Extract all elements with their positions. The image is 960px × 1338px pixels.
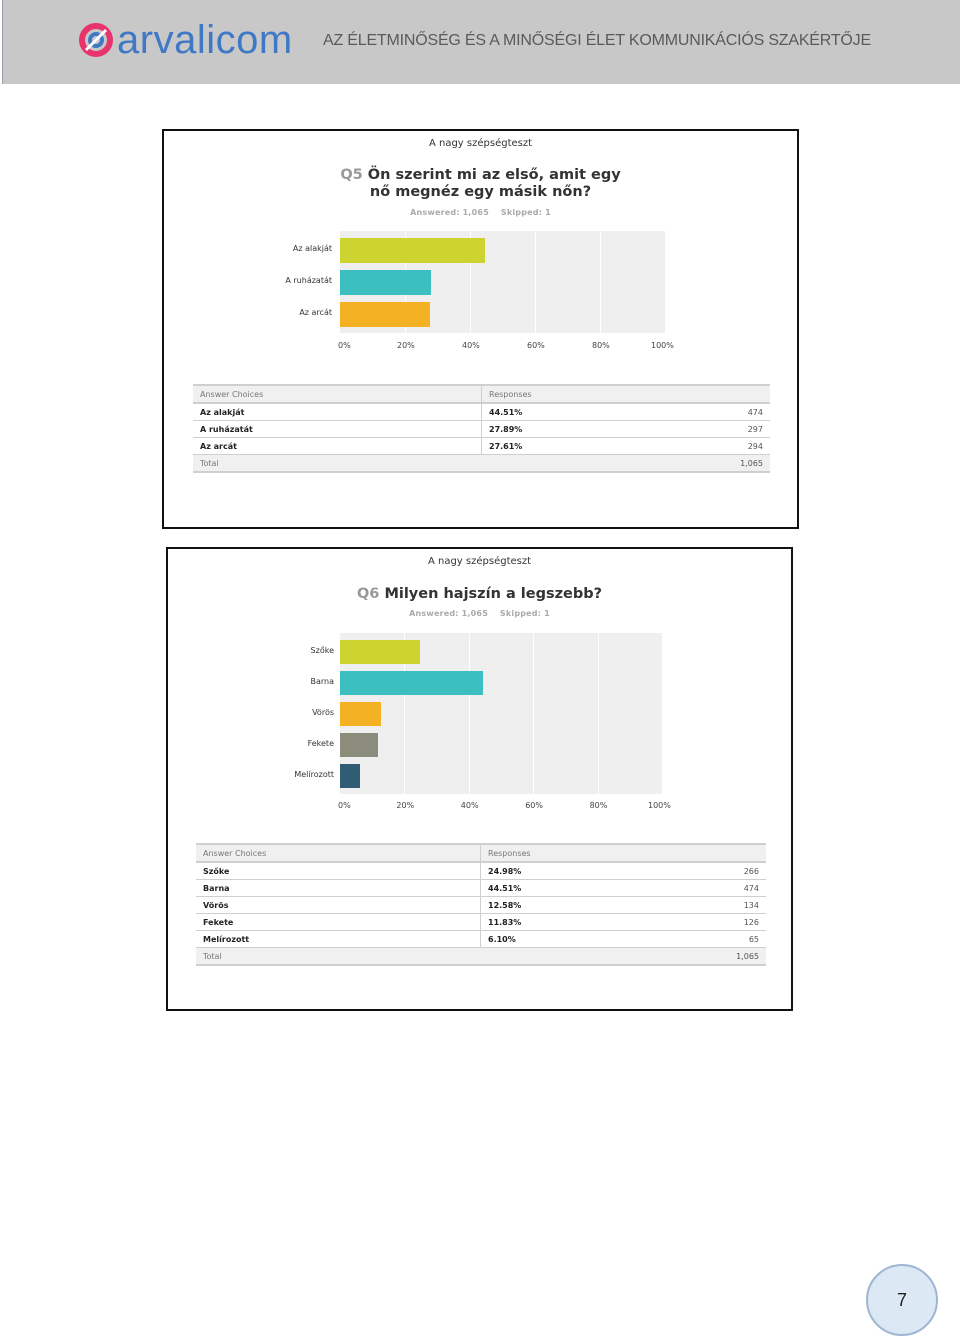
table-total-row — [196, 948, 766, 966]
table-row — [193, 421, 770, 438]
response-count: 126 — [654, 914, 766, 931]
response-percent: 6.10% — [481, 931, 654, 948]
response-percent: 27.61% — [482, 438, 657, 455]
bar — [340, 302, 430, 327]
header-count — [657, 385, 770, 403]
x-tick-label: 100% — [648, 801, 671, 810]
bar-chart-q5 — [164, 131, 797, 361]
response-count: 297 — [657, 421, 770, 438]
table-total-row — [193, 455, 770, 473]
page-number: 7 — [866, 1264, 938, 1336]
bar — [340, 238, 485, 263]
answer-choice: Fekete — [196, 914, 481, 931]
table-row — [196, 914, 766, 931]
answered-skipped: Answered: 1,065 Skipped: 1 — [410, 208, 551, 217]
response-percent: 44.51% — [482, 403, 657, 421]
survey-title: A nagy szépségteszt — [427, 556, 532, 567]
answer-choice: Barna — [196, 880, 481, 897]
gridline — [665, 231, 666, 333]
category-label: Vörös — [312, 708, 334, 717]
logo-mark-icon — [79, 23, 113, 57]
q6-panel — [166, 547, 793, 1011]
x-tick-label: 100% — [651, 341, 674, 350]
gridline — [600, 231, 601, 333]
answered-skipped: Answered: 1,065 Skipped: 1 — [409, 609, 550, 618]
page-header — [2, 0, 960, 84]
answer-choice: Vörös — [196, 897, 481, 914]
table-row — [196, 862, 766, 880]
category-label: Az arcát — [299, 308, 332, 317]
answer-choice: Az alakját — [193, 403, 482, 421]
answer-choice: A ruházatát — [193, 421, 482, 438]
gridline — [469, 633, 470, 794]
bar — [340, 733, 378, 757]
category-label: Fekete — [307, 739, 334, 748]
q5-panel — [162, 129, 799, 529]
response-percent: 24.98% — [481, 862, 654, 880]
table-row — [196, 931, 766, 948]
table-row — [196, 880, 766, 897]
x-tick-label: 20% — [397, 341, 415, 350]
question-number: Q5 — [340, 167, 363, 183]
response-count: 294 — [657, 438, 770, 455]
category-label: Az alakját — [292, 244, 332, 253]
header-count — [654, 844, 766, 862]
gridline — [533, 633, 534, 794]
total-label: Total — [196, 948, 654, 966]
category-label: Barna — [310, 677, 334, 686]
gridline — [535, 231, 536, 333]
total-label: Total — [193, 455, 657, 473]
response-percent: 27.89% — [482, 421, 657, 438]
x-tick-label: 80% — [589, 801, 608, 810]
table-row — [193, 403, 770, 421]
x-tick-label: 60% — [525, 801, 543, 810]
answer-choice: Az arcát — [193, 438, 482, 455]
question-text-line1: Milyen hajszín a legszebb? — [384, 586, 603, 602]
response-percent: 44.51% — [481, 880, 654, 897]
arvalicom-logo — [79, 18, 293, 62]
question-number: Q6 — [356, 586, 380, 602]
total-value: 1,065 — [654, 948, 766, 966]
bar — [340, 640, 420, 664]
x-tick-label: 40% — [460, 801, 479, 810]
x-tick-label: 80% — [592, 341, 610, 350]
x-tick-label: 20% — [396, 801, 415, 810]
header-tagline: AZ ÉLETMINŐSÉG ÉS A MINŐSÉGI ÉLET KOMMUNIKÁCIÓS SZAKÉRTŐJE — [323, 32, 871, 49]
response-count: 474 — [654, 880, 766, 897]
bar — [340, 671, 483, 695]
x-tick-label: 60% — [527, 341, 545, 350]
total-value: 1,065 — [657, 455, 770, 473]
response-count: 65 — [654, 931, 766, 948]
bar — [340, 764, 360, 788]
responses-table-q5 — [193, 384, 770, 473]
bar — [340, 702, 381, 726]
header-responses: Responses — [481, 844, 654, 862]
header-responses: Responses — [482, 385, 657, 403]
question-text-line1: Ön szerint mi az első, amit egy — [367, 167, 621, 183]
header-answer-choices: Answer Choices — [196, 844, 481, 862]
category-label: A ruházatát — [285, 276, 332, 285]
bar-chart-q6 — [168, 549, 791, 819]
responses-table-q6 — [196, 843, 766, 966]
logo-text: arvalicom — [117, 18, 293, 62]
table-row — [196, 897, 766, 914]
answer-choice: Melírozott — [196, 931, 481, 948]
x-tick-label: 0% — [338, 801, 351, 810]
response-percent: 12.58% — [481, 897, 654, 914]
bar — [340, 270, 431, 295]
response-count: 266 — [654, 862, 766, 880]
response-count: 134 — [654, 897, 766, 914]
gridline — [662, 633, 663, 794]
x-tick-label: 40% — [462, 341, 480, 350]
category-label: Melírozott — [294, 770, 334, 779]
table-header-row — [196, 844, 766, 862]
question-text-line2: nő megnéz egy másik nőn? — [369, 184, 592, 200]
x-tick-label: 0% — [338, 341, 351, 350]
table-header-row — [193, 385, 770, 403]
response-percent: 11.83% — [481, 914, 654, 931]
table-row — [193, 438, 770, 455]
survey-title: A nagy szépségteszt — [428, 138, 533, 149]
header-answer-choices: Answer Choices — [193, 385, 482, 403]
gridline — [598, 633, 599, 794]
category-label: Szőke — [310, 646, 334, 655]
answer-choice: Szőke — [196, 862, 481, 880]
response-count: 474 — [657, 403, 770, 421]
